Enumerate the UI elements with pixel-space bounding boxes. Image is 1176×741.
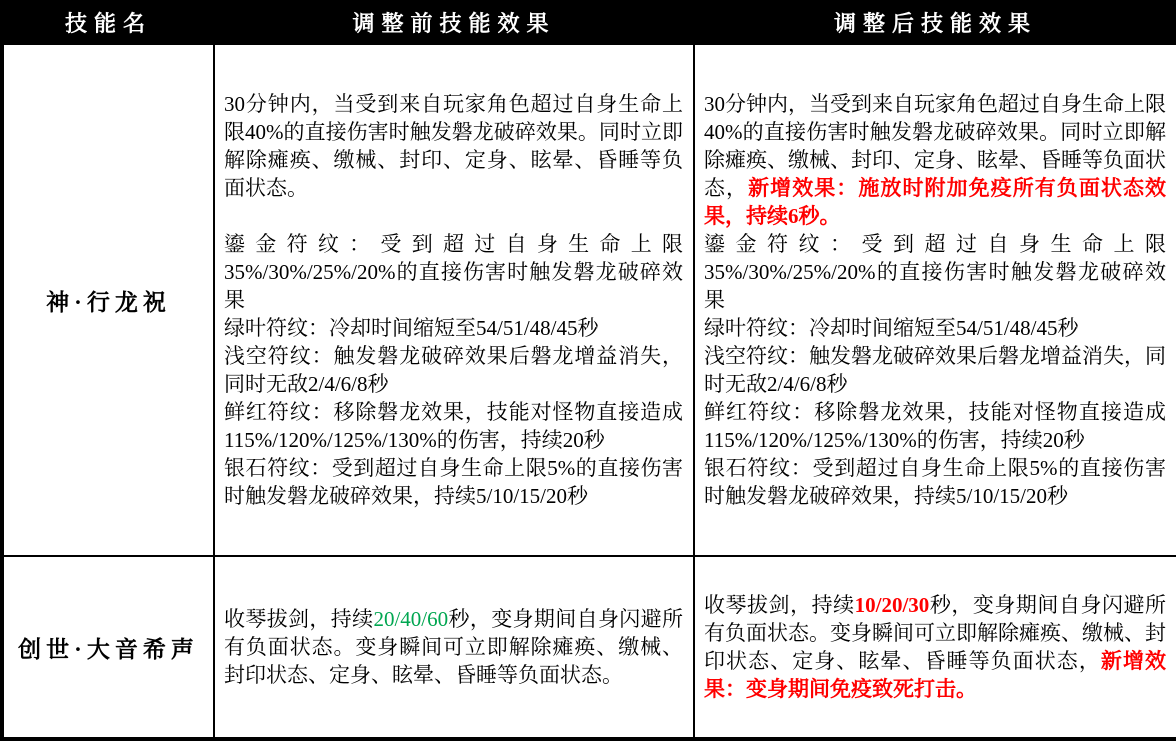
text-segment: 30分钟内，当受到来自玩家角色超过自身生命上限40%的直接伤害时触发磐龙破碎效果。同时立即解除瘫痪、缴械、封印、定身、眩晕、昏睡等负面状态， xyxy=(704,92,1166,200)
skill-name: 神·行龙祝 xyxy=(2,44,214,556)
text-segment: 鎏金符纹：受到超过自身生命上限35%/30%/25%/20%的直接伤害时触发磐龙破碎效果 xyxy=(704,232,1166,312)
paragraph xyxy=(704,591,1166,703)
text-segment: 银石符纹：受到超过自身生命上限5%的直接伤害时触发磐龙破碎效果，持续5/10/15/20秒 xyxy=(704,456,1166,508)
table-row xyxy=(2,44,1176,556)
text-segment: 鲜红符纹：移除磐龙效果，技能对怪物直接造成115%/120%/125%/130%的伤害，持续20秒 xyxy=(224,400,683,452)
text-segment xyxy=(224,204,229,228)
paragraph xyxy=(224,202,683,230)
paragraph xyxy=(704,398,1166,454)
paragraph xyxy=(224,230,683,314)
column-header-after-effect: 调整后技能效果 xyxy=(694,2,1176,44)
text-segment: 收琴拔剑，持续 xyxy=(224,607,374,631)
paragraph xyxy=(224,90,683,202)
paragraph xyxy=(224,342,683,398)
paragraph xyxy=(224,398,683,454)
text-segment: 鲜红符纹：移除磐龙效果，技能对怪物直接造成115%/120%/125%/130%的伤害，持续20秒 xyxy=(704,400,1166,452)
text-segment: 绿叶符纹：冷却时间缩短至54/51/48/45秒 xyxy=(224,316,599,340)
after-effect-cell xyxy=(694,44,1176,556)
green-text-segment: 20/40/60 xyxy=(373,607,449,631)
text-segment: 绿叶符纹：冷却时间缩短至54/51/48/45秒 xyxy=(704,316,1079,340)
red-text-segment: 新增效果：变身期间免疫致死打击。 xyxy=(704,649,1167,701)
paragraph xyxy=(704,454,1166,510)
paragraph xyxy=(224,454,683,510)
after-effect-cell xyxy=(694,556,1176,739)
paragraph xyxy=(704,230,1166,314)
before-effect-cell xyxy=(214,44,694,556)
before-effect-cell xyxy=(214,556,694,739)
text-segment: 收琴拔剑，持续 xyxy=(704,593,855,617)
table-row xyxy=(2,556,1176,739)
text-segment: 30分钟内，当受到来自玩家角色超过自身生命上限40%的直接伤害时触发磐龙破碎效果。同时立即解除瘫痪、缴械、封印、定身、眩晕、昏睡等负面状态。 xyxy=(224,92,683,200)
text-segment: 秒，变身期间自身闪避所有负面状态。变身瞬间可立即解除瘫痪、缴械、封印状态、定身、眩晕、昏睡等负面状态。 xyxy=(224,607,684,687)
text-segment: 浅空符纹：触发磐龙破碎效果后磐龙增益消失，同时无敌2/4/6/8秒 xyxy=(224,344,683,396)
text-segment: 浅空符纹：触发磐龙破碎效果后磐龙增益消失，同时无敌2/4/6/8秒 xyxy=(704,344,1166,396)
paragraph xyxy=(704,314,1166,342)
paragraph xyxy=(704,342,1166,398)
paragraph xyxy=(224,605,683,689)
paragraph xyxy=(704,90,1166,230)
column-header-skill-name: 技能名 xyxy=(2,2,214,44)
skill-name: 创世·大音希声 xyxy=(2,556,214,739)
column-header-before-effect: 调整前技能效果 xyxy=(214,2,694,44)
red-text-segment: 新增效果：施放时附加免疫所有负面状态效果，持续6秒。 xyxy=(704,176,1167,228)
table-header-row xyxy=(2,2,1176,44)
text-segment: 银石符纹：受到超过自身生命上限5%的直接伤害时触发磐龙破碎效果，持续5/10/15/20秒 xyxy=(224,456,683,508)
text-segment: 鎏金符纹：受到超过自身生命上限35%/30%/25%/20%的直接伤害时触发磐龙破碎效果 xyxy=(224,232,683,312)
red-text-segment: 10/20/30 xyxy=(854,593,930,617)
text-segment: 秒，变身期间自身闪避所有负面状态。变身瞬间可立即解除瘫痪、缴械、封印状态、定身、眩晕、昏睡等负面状态， xyxy=(704,593,1167,673)
paragraph xyxy=(224,314,683,342)
